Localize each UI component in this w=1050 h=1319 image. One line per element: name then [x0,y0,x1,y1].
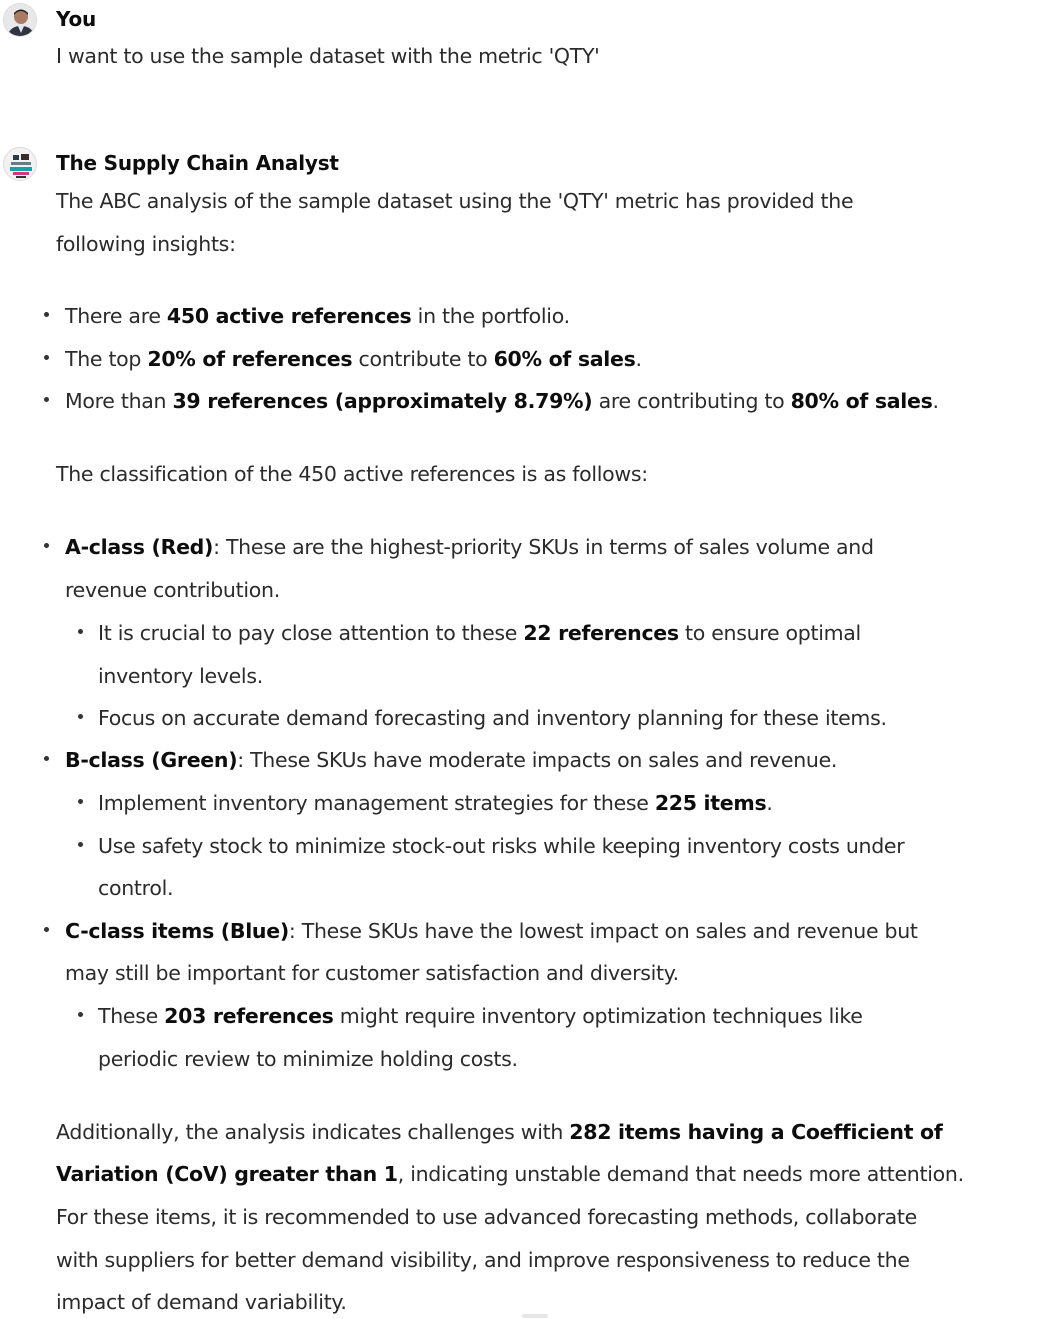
sub-bullet-icon [78,1012,83,1017]
b-class-sub-item: Implement inventory management strategies for these 225 items. [98,791,773,815]
a-class-sub-item-cont: inventory levels. [98,664,263,688]
user-name: You [56,7,97,31]
bullet-icon [44,312,49,317]
a-class-sub-item: Focus on accurate demand forecasting and inventory planning for these items. [98,706,887,730]
closing-line: impact of demand variability. [56,1290,347,1314]
sub-bullet-icon [78,799,83,804]
b-class-item: B-class (Green): These SKUs have moderate impacts on sales and revenue. [65,748,838,772]
user-message: I want to use the sample dataset with the metric 'QTY' [56,44,600,68]
closing-line: Additionally, the analysis indicates challenges with 282 items having a Coefficient of [56,1120,943,1144]
c-class-item-cont: may still be important for customer satisfaction and diversity. [65,961,679,985]
closing-line: with suppliers for better demand visibility, and improve responsiveness to reduce the [56,1248,910,1272]
closing-line: For these items, it is recommended to use advanced forecasting methods, collaborate [56,1205,917,1229]
sub-bullet-icon [78,842,83,847]
insight-item: More than 39 references (approximately 8.79%) are contributing to 80% of sales. [65,389,939,413]
sub-bullet-icon [78,714,83,719]
insight-item: The top 20% of references contribute to 60% of sales. [65,347,642,371]
closing-line: Variation (CoV) greater than 1, indicating unstable demand that needs more attention. [56,1162,964,1186]
c-class-sub-item: These 203 references might require inventory optimization techniques like [98,1004,863,1028]
a-class-item-cont: revenue contribution. [65,578,280,602]
a-class-item: A-class (Red): These are the highest-priority SKUs in terms of sales volume and [65,535,874,559]
scroll-indicator [522,1314,548,1318]
intro-line-1: The ABC analysis of the sample dataset using the 'QTY' metric has provided the [56,189,854,213]
insight-item: There are 450 active references in the portfolio. [65,304,570,328]
bullet-icon [44,756,49,761]
b-class-sub-item: Use safety stock to minimize stock-out risks while keeping inventory costs under [98,834,905,858]
assistant-name: The Supply Chain Analyst [56,151,339,175]
assistant-avatar [3,147,37,181]
bullet-icon [44,397,49,402]
b-class-sub-item-cont: control. [98,876,174,900]
c-class-sub-item-cont: periodic review to minimize holding costs. [98,1047,518,1071]
bullet-icon [44,927,49,932]
classification-intro: The classification of the 450 active references is as follows: [56,462,648,486]
sub-bullet-icon [78,629,83,634]
a-class-sub-item: It is crucial to pay close attention to these 22 references to ensure optimal [98,621,861,645]
user-avatar [3,3,37,37]
intro-line-2: following insights: [56,232,236,256]
c-class-item: C-class items (Blue): These SKUs have the lowest impact on sales and revenue but [65,919,918,943]
bullet-icon [44,543,49,548]
bullet-icon [44,355,49,360]
